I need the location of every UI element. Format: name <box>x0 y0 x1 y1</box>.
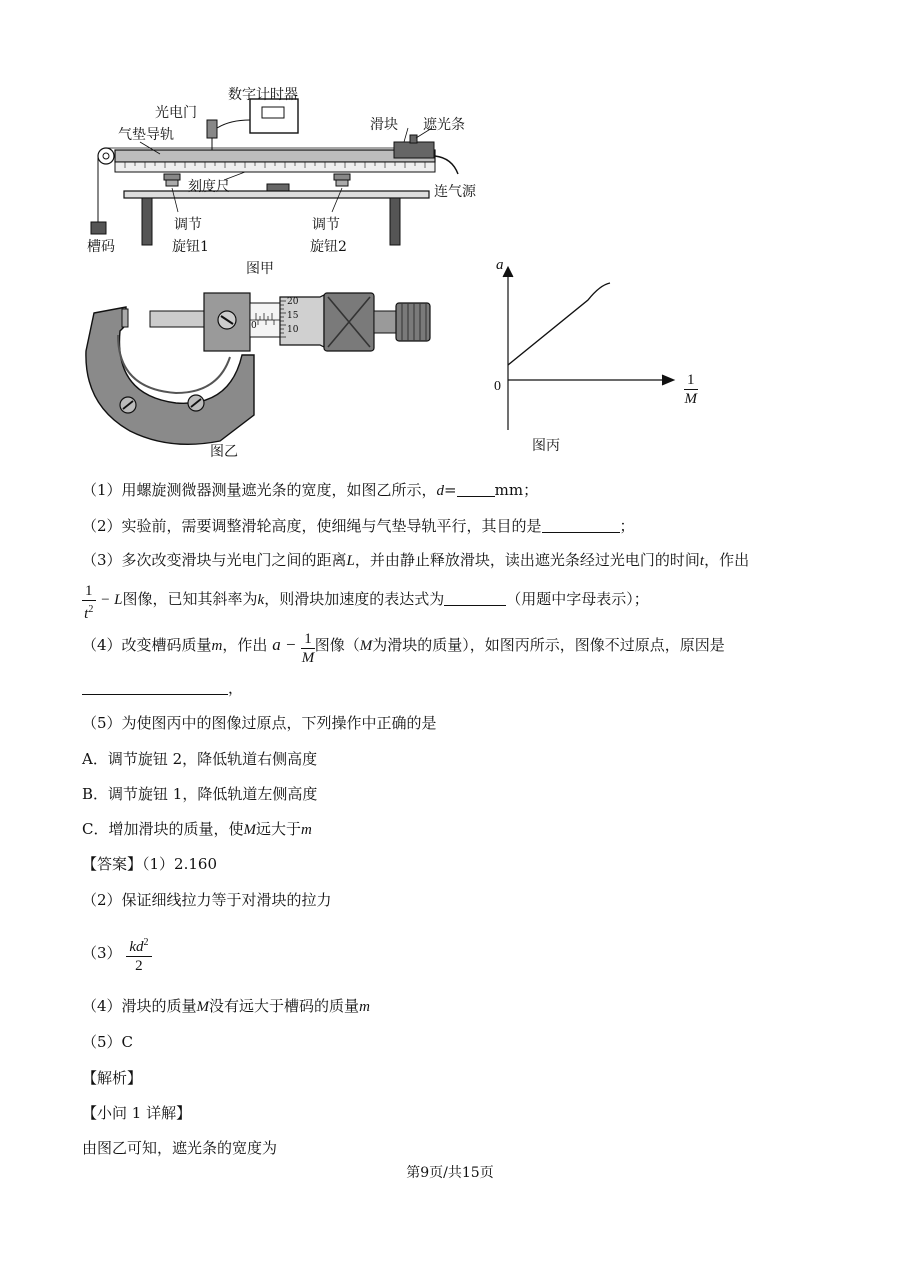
figure-yi-caption: 图乙 <box>210 444 238 460</box>
label-knob1-line2: 旋钮1 <box>172 239 209 255</box>
label-timer: 数字计时器 <box>228 87 298 103</box>
answer-blank-3 <box>444 591 506 606</box>
answer-3: （3） $\frac{kd^2}{2}$ <box>82 934 152 975</box>
air-track-apparatus-diagram <box>80 80 500 280</box>
scale-zero: 0 <box>251 321 257 331</box>
scale-15: 15 <box>287 311 299 321</box>
answer-blank-1 <box>457 482 495 497</box>
question-5: （5）为使图丙中的图像过原点，下列操作中正确的是 <box>82 714 437 732</box>
option-b: B．调节旋钮 1，降低轨道左侧高度 <box>82 785 318 803</box>
answer-header: 【答案】（1）2.160 <box>82 855 217 873</box>
label-shade-strip: 遮光条 <box>423 117 465 133</box>
label-photogate: 光电门 <box>155 105 197 121</box>
analysis-header: 【解析】 <box>82 1069 143 1087</box>
label-weight: 槽码 <box>87 239 115 255</box>
page-footer: 第9页/共15页 <box>406 1165 494 1181</box>
explanation-text: 由图乙可知，遮光条的宽度为 <box>82 1139 278 1157</box>
graph-curve <box>508 283 610 365</box>
option-a: A．调节旋钮 2，降低轨道右侧高度 <box>82 750 318 768</box>
label-air-track: 气垫导轨 <box>118 127 174 143</box>
origin-label: 0 <box>494 379 501 394</box>
answer-2: （2）保证细线拉力等于对滑块的拉力 <box>82 891 332 909</box>
figure-jia <box>80 80 500 280</box>
scale-10: 10 <box>287 325 299 335</box>
question-1: （1）用螺旋测微器测量遮光条的宽度，如图乙所示，d= mm； <box>82 481 539 499</box>
label-knob1-line1: 调节 <box>174 217 202 233</box>
question-4-line2: ， <box>82 680 243 696</box>
figure-bing-caption: 图丙 <box>532 438 560 454</box>
answer-blank-4 <box>82 680 228 695</box>
option-c: C．增加滑块的质量，使M远大于m <box>82 820 312 838</box>
figure-jia-caption: 图甲 <box>246 261 274 277</box>
answer-5: （5）C <box>82 1033 134 1051</box>
label-knob2-line1: 调节 <box>312 217 340 233</box>
scale-20: 20 <box>287 297 299 307</box>
question-3-line1: （3）多次改变滑块与光电门之间的距离L，并由静止释放滑块，读出遮光条经过光电门的时间t，作出 <box>82 551 750 569</box>
figure-yi <box>80 285 440 460</box>
label-slider: 滑块 <box>370 117 398 133</box>
micrometer-diagram <box>80 285 440 460</box>
x-axis-label: $\frac{1}{M}$ <box>684 372 697 407</box>
question-4-line1: （4）改变槽码质量m，作出 a − $\frac{1}{M}$ 图像（M为滑块的质量），如图丙所示，图像不过原点，原因是 <box>82 631 725 666</box>
label-air-source: 连气源 <box>434 184 476 200</box>
answer-4: （4）滑块的质量M没有远大于槽码的质量m <box>82 997 370 1015</box>
label-ruler: 刻度尺 <box>188 179 230 195</box>
a-vs-inverse-m-graph <box>490 255 730 455</box>
label-knob2-line2: 旋钮2 <box>310 239 347 255</box>
answer-blank-2 <box>542 518 620 533</box>
question-3-line2: $\frac{1}{t^2}$ − L图像，已知其斜率为k，则滑块加速度的表达式为 （用题中字母表示）； <box>82 582 649 623</box>
y-axis-label: a <box>496 257 504 273</box>
sub-question-1-header: 【小问 1 详解】 <box>82 1104 192 1122</box>
figure-bing <box>490 255 730 455</box>
question-2: （2）实验前，需要调整滑轮高度，使细绳与气垫导轨平行，其目的是 ； <box>82 517 635 535</box>
